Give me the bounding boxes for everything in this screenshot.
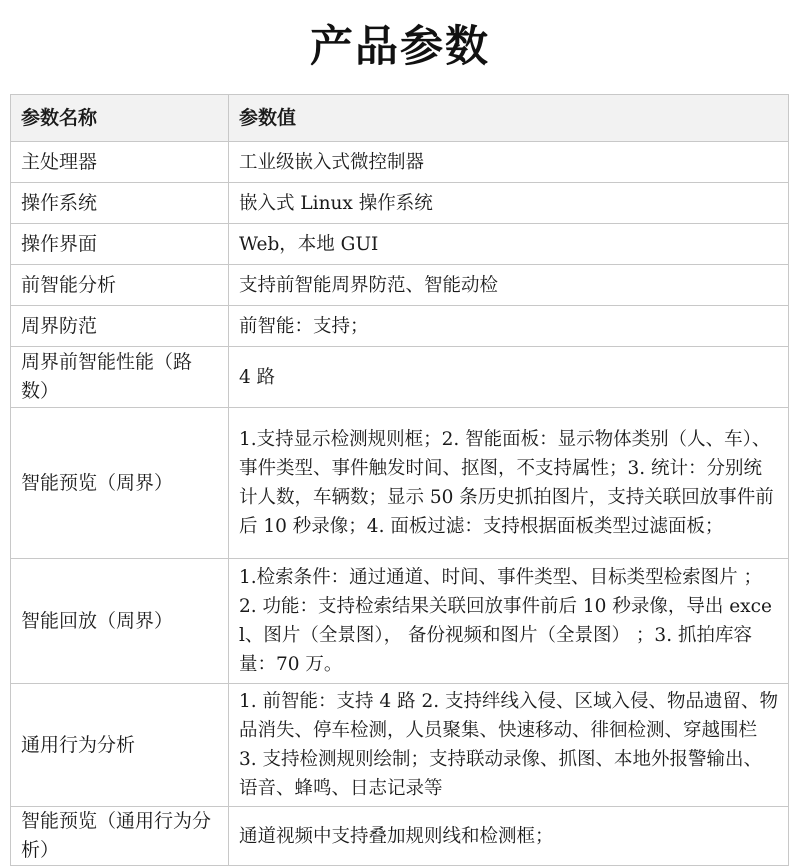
- spec-table: [10, 94, 789, 866]
- param-name: 操作系统: [11, 183, 229, 224]
- table-row: [11, 347, 789, 408]
- table-row: [11, 408, 789, 559]
- table-row: [11, 142, 789, 183]
- param-value: 工业级嵌入式微控制器: [229, 142, 789, 183]
- param-value: 通道视频中支持叠加规则线和检测框；: [229, 807, 789, 866]
- param-name: 通用行为分析: [11, 684, 229, 807]
- page-title: 产品参数: [310, 22, 490, 72]
- header-param-value: 参数值: [229, 95, 789, 142]
- param-value: 4 路: [229, 347, 789, 408]
- table-row: [11, 306, 789, 347]
- table-row: [11, 224, 789, 265]
- param-value: 1.支持显示检测规则框；2. 智能面板：显示物体类别（人、车）、事件类型、事件触发时间、抠图，不支持属性；3. 统计：分别统计人数，车辆数；显示 50 条历史抓拍图片，支持关联回放事件前后 10 秒录像；4. 面板过滤：支持根据面板类型过滤面板；: [229, 408, 789, 559]
- param-value: 支持前智能周界防范、智能动检: [229, 265, 789, 306]
- table-row: [11, 684, 789, 807]
- param-name: 智能预览（周界）: [11, 408, 229, 559]
- table-row: [11, 183, 789, 224]
- param-value: 1.检索条件：通过通道、时间、事件类型、目标类型检索图片 ；2. 功能：支持检索结果关联回放事件前后 10 秒录像，导出 excel、图片（全景图）， 备份视频和图片（全景图） ；3. 抓拍库容量：70 万。: [229, 559, 789, 684]
- param-name: 周界防范: [11, 306, 229, 347]
- param-name: 智能预览（通用行为分析）: [11, 807, 229, 866]
- param-name: 周界前智能性能（路数）: [11, 347, 229, 408]
- table-header-row: [11, 95, 789, 142]
- table-row: [11, 265, 789, 306]
- param-value: Web，本地 GUI: [229, 224, 789, 265]
- param-value: 1. 前智能：支持 4 路 2. 支持绊线入侵、区域入侵、物品遗留、物品消失、停车检测，人员聚集、快速移动、徘徊检测、穿越围栏 3. 支持检测规则绘制；支持联动录像、抓图、本地外报警输出、语音、蜂鸣、日志记录等: [229, 684, 789, 807]
- header-param-name: 参数名称: [11, 95, 229, 142]
- table-row: [11, 559, 789, 684]
- param-name: 前智能分析: [11, 265, 229, 306]
- param-value: 嵌入式 Linux 操作系统: [229, 183, 789, 224]
- param-name: 主处理器: [11, 142, 229, 183]
- table-row: [11, 807, 789, 866]
- param-name: 智能回放（周界）: [11, 559, 229, 684]
- param-name: 操作界面: [11, 224, 229, 265]
- param-value: 前智能：支持；: [229, 306, 789, 347]
